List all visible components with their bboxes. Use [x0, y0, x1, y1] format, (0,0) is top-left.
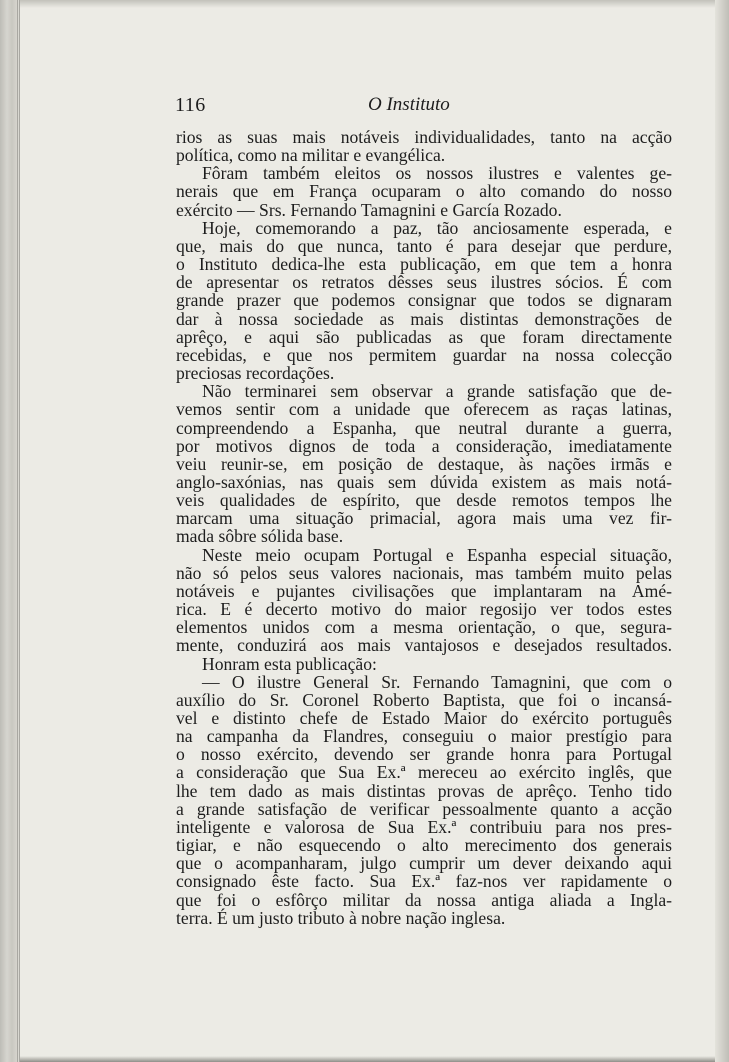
page-top-edge — [20, 0, 715, 8]
text-line: que o acompanharam, julgo cumprir um dever deixando aqui — [176, 853, 672, 874]
text-line: grande prazer que podemos consignar que todos se dignaram — [176, 290, 672, 311]
text-line: vemos sentir com a unidade que oferecem as raças latinas, — [176, 399, 672, 420]
text-line: inteligente e valorosa de Sua Ex.ª contribuiu para nos pres- — [176, 816, 672, 837]
text-line: exército — Srs. Fernando Tamagnini e García Rozado. — [176, 199, 562, 220]
text-line: terra. É um justo tributo à nobre nação inglesa. — [176, 907, 506, 928]
text-line: vel e distinto chefe de Estado Maior do exército português — [176, 708, 672, 728]
text-line: de apresentar os retratos dêsses seus ilustres sócios. É com — [176, 272, 672, 293]
text-line: rios as suas mais notáveis individualidades, tanto na acção — [176, 127, 672, 147]
text-line: consignado êste facto. Sua Ex.ª faz-nos ver rapidamente o — [176, 871, 672, 892]
text-line: rica. E é decerto motivo do maior regosijo ver todos estes — [176, 599, 672, 620]
book-spine-edge — [0, 0, 20, 1062]
text-line: mada sôbre sólida base. — [176, 526, 344, 547]
text-line: Honram esta publicação: — [202, 653, 377, 674]
text-line: compreendendo a Espanha, que neutral durante a guerra, — [176, 417, 672, 438]
text-line: o nosso exército, devendo ser grande honra para Portugal — [176, 744, 672, 765]
text-line: veis qualidades de espírito, que desde remotos tempos lhe — [176, 490, 672, 511]
text-line: que, mais do que nunca, tanto é para desejar que perdure, — [176, 235, 672, 256]
text-line: nerais que em França ocuparam o alto comando do nosso — [176, 181, 672, 202]
text-line: aprêço, e aqui são publicadas as que foram directamente — [176, 326, 672, 347]
text-line: política, como na militar e evangélica. — [176, 145, 446, 166]
text-line: tigiar, e não esquecendo o alto merecimento dos generais — [176, 835, 672, 856]
text-line: veiu reunir-se, em posição de destaque, às nações irmãs e — [176, 453, 672, 474]
text-line: anglo-saxónias, nas quais sem dúvida existem as mais notá- — [176, 471, 672, 492]
text-line: elementos unidos com a mesma orientação, o que, segura- — [176, 617, 672, 638]
text-line: o Instituto dedica-lhe esta publicação, em que tem a honra — [176, 254, 672, 275]
text-line: marcam uma situação primacial, agora mais uma vez fir- — [176, 508, 672, 529]
text-line: a grande satisfação de verificar pessoalmente quanto a acção — [176, 798, 672, 819]
text-line: que foi o esfôrço militar da nossa antiga aliada a Ingla- — [176, 889, 672, 910]
text-line: a consideração que Sua Ex.ª mereceu ao exército inglês, que — [176, 762, 672, 783]
page-number: 116 — [175, 94, 206, 116]
text-line: Fôram também eleitos os nossos ilustres e valentes ge- — [202, 163, 672, 184]
text-line: auxílio do Sr. Coronel Roberto Baptista, que foi o incansá- — [176, 689, 672, 710]
text-line: não só pelos seus valores nacionais, mas também muito pelas — [176, 562, 672, 583]
text-line: Não terminarei sem observar a grande satisfação que de- — [202, 381, 672, 402]
text-line: dar à nossa sociedade as mais distintas demonstrações de — [176, 308, 672, 329]
text-line: recebidas, e que nos permitem guardar na nossa colecção — [176, 344, 672, 365]
running-title: O Instituto — [368, 94, 450, 115]
text-line: mente, conduzirá aos mais vantajosos e desejados resultados. — [176, 635, 672, 656]
text-line: — O ilustre General Sr. Fernando Tamagnini, que com o — [202, 671, 672, 692]
text-line: lhe tem dado as mais distintas provas de aprêço. Tenho tido — [176, 780, 672, 801]
book-page — [20, 8, 715, 1056]
text-line: Hoje, comemorando a paz, tão anciosamente esperada, e — [202, 217, 672, 238]
text-line: notáveis e pujantes civilisações que implantaram na Amé- — [176, 580, 672, 601]
text-line: na campanha da Flandres, conseguiu o maior prestígio para — [176, 726, 672, 747]
text-line: preciosas recordações. — [176, 363, 335, 384]
page-bottom-edge — [20, 1056, 715, 1062]
text-line: Neste meio ocupam Portugal e Espanha especial situação, — [202, 544, 672, 565]
body-text — [176, 128, 672, 927]
page-right-edge — [715, 0, 729, 1062]
text-line: por motivos dignos de toda a consideração, imediatamente — [176, 435, 672, 456]
